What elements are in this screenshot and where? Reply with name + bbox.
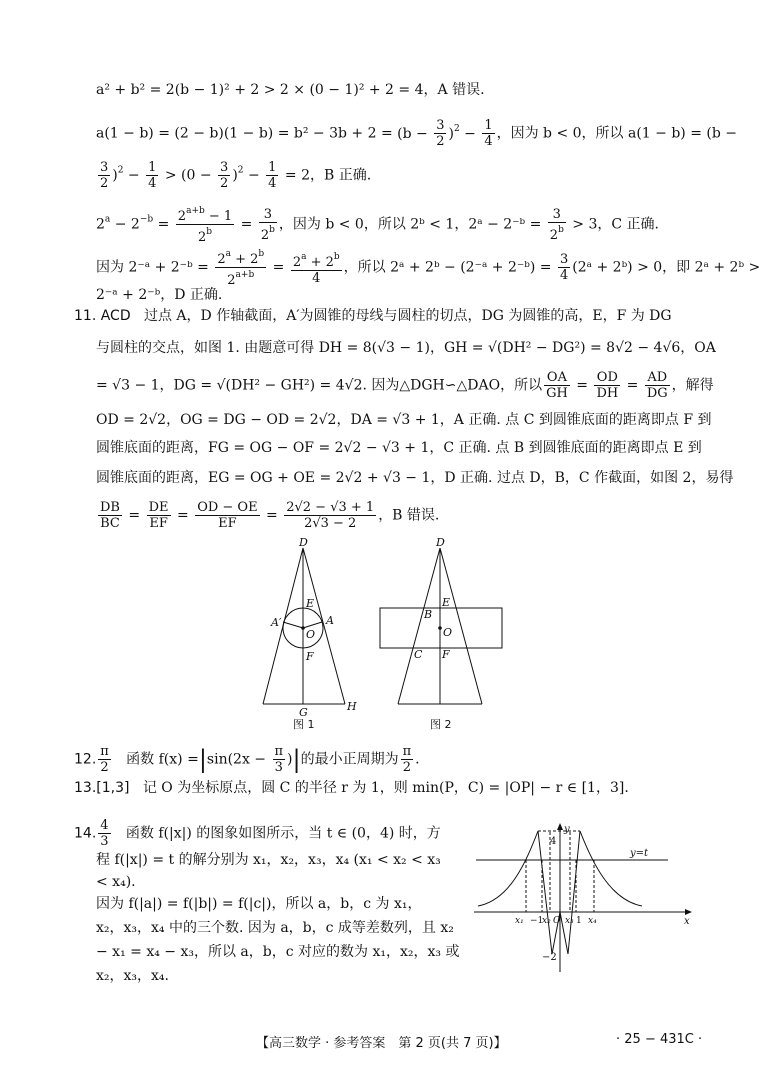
q11-line2: 与圆柱的交点，如图 1. 由题意可得 DH = 8(√3 − 1)，GH = √(DH² − DG²) = 8√2 − 4√6，OA <box>96 340 716 356</box>
footer-right: · 25 − 431C · <box>616 1032 703 1047</box>
q10-line4b: ，因为 b < 0，所以 2ᵇ < 1，2ᵃ − 2⁻ᵇ = <box>278 216 546 233</box>
q10-line4: $2^a - 2^{-b}$ = $\frac{2^{a+b} - 1}{2^b}$ = $\frac{3}{2^b}$ ，因为 b < 0，所以 2ᵇ < 1，2ᵃ − 2⁻ᵇ = $\frac{3}{2^b}$ > 3，C 正确. <box>96 206 659 245</box>
graph-label-minus1: −1 <box>530 916 544 926</box>
q14-number: 14. <box>74 825 97 842</box>
fig2-label-O: O <box>443 626 453 639</box>
fig1-caption: 图 1 <box>293 718 315 731</box>
fig2-label-F: F <box>442 648 450 661</box>
graph-label-O: O <box>553 916 561 926</box>
fig1-label-F: F <box>306 650 314 663</box>
q14-line7: x₂，x₃，x₄. <box>96 968 169 984</box>
fig1-label-G: G <box>299 706 308 719</box>
q10-line5: 因为 2⁻ᵃ + 2⁻ᵇ = $\frac{2^a + 2^b}{2^{a+b}}$ = $\frac{2^a + 2^b}{4}$ ，所以 2ᵃ + 2ᵇ − (2⁻ᵃ + 2⁻ᵇ) = $\frac{3}{4}$ (2ᵃ + 2ᵇ) > 0，即 2ᵃ + 2ᵇ > <box>96 249 761 288</box>
q10-line3: $\frac{3}{2}$ )$^2$ − $\frac{1}{4}$ > (0 − $\frac{3}{2}$ )$^2$ − $\frac{1}{4}$ = 2，B 正确. <box>100 160 372 191</box>
fig2-caption: 图 2 <box>430 718 452 731</box>
graph-label-x1: x₁ <box>515 916 524 926</box>
q13-text: 记 O 为坐标原点，圆 C 的半径 r 为 1，则 min(P，C) = |OP| − r ∈ [1，3]. <box>142 780 629 796</box>
q12-text-c: 的最小正周期为 <box>300 751 399 768</box>
graph-label-x: x <box>684 916 690 927</box>
q11-line6: 圆锥底面的距离，EG = OG + OE = 2√2 + √3 − 1，D 正确. 过点 D，B，C 作截面，如图 2，易得 <box>96 470 734 486</box>
q11-text1: 过点 A，D 作轴截面，A′为圆锥的母线与圆柱的切点，DG 为圆锥的高，E，F 为 DG <box>143 308 672 324</box>
fig1-label-A1: A′ <box>271 616 282 629</box>
q11-text3a: = √3 − 1，DG = √(DH² − GH²) = 4√2. 因为△DGH∽△DAO，所以 <box>96 377 543 394</box>
fig1-label-E: E <box>306 597 315 610</box>
q10-line4c: > 3，C 正确. <box>567 216 659 233</box>
q11-text7: ，B 错误. <box>378 507 440 524</box>
q10-line2b: ，因为 b < 0，所以 a(1 − b) = <box>496 125 707 142</box>
q11-line1 <box>74 306 672 326</box>
fig2-label-B: B <box>424 608 433 621</box>
graph-label-4: 4 <box>550 836 557 847</box>
q11-answer: ACD <box>100 308 131 324</box>
q10-line2: a(1 − b) = (2 − b)(1 − b) = b² − 3b + 2 = (b − $\frac{3}{2}$ )$^2$ − $\frac{1}{4}$ ，因为 b < 0，所以 a(1 − b) = (b − <box>96 118 738 149</box>
graph-label-1: 1 <box>576 916 582 926</box>
q13-answer: [1,3] <box>96 780 130 796</box>
q14-line2: 程 f(|x|) = t 的解分别为 x₁，x₂，x₃，x₄ (x₁ < x₂ < x₃ <box>96 852 441 868</box>
q11-line4: OD = 2√2，OG = DG − OD = 2√2，DA = √3 + 1，A 正确. 点 C 到圆锥底面的距离即点 F 到 <box>96 412 712 428</box>
fig2-label-E: E <box>442 596 451 609</box>
fig1-label-A: A <box>326 614 334 627</box>
graph-label-x4: x₄ <box>588 916 597 926</box>
q11-number: 11. <box>74 308 97 324</box>
figure-1-cone-sphere <box>255 536 375 732</box>
q13-number: 13. <box>74 780 97 796</box>
q14-text1: 函数 f(|x|) 的图象如图所示，当 t ∈ (0，4) 时，方 <box>125 825 441 842</box>
q11-text3b: ，解得 <box>671 377 714 394</box>
graph-label-neg2: −2 <box>542 952 557 963</box>
graph-label-yt: y=t <box>630 848 649 859</box>
graph-label-x3: x₃ <box>565 916 574 926</box>
q14-line5: x₂，x₃，x₄ 中的三个数. 因为 a，b，c 成等差数列，且 x₂ <box>96 920 454 936</box>
q10-paren-expr: (b − $\frac{3}{2}$ )$^2$ − $\frac{1}{4}$ <box>397 118 493 149</box>
figure-2-cone-cylinder <box>376 536 508 732</box>
q12-number: 12. <box>74 751 97 768</box>
q14-line6: − x₁ = x₄ − x₃，所以 a，b，c 对应的数为 x₁，x₂，x₃ 或 <box>96 944 460 960</box>
q14-line3: < x₄). <box>96 874 136 890</box>
footer-left: 【高三数学 · 参考答案 第 2 页(共 7 页)】 <box>256 1036 507 1051</box>
fig1-label-O: O <box>306 628 316 641</box>
q12-line: 12. $\frac{\pi}{2}$ 函数 f(x) =|sin(2x − $\frac{\pi}{3}$ )|的最小正周期为 $\frac{\pi}{2}$ . <box>74 744 420 775</box>
q11-line5: 圆锥底面的距离，FG = OG − OF = 2√2 − √3 + 1，C 正确. 点 B 到圆锥底面的距离即点 E 到 <box>96 440 702 456</box>
q10-line1: a² + b² = 2(b − 1)² + 2 > 2 × (0 − 1)² + 2 = 4，A 错误. <box>96 82 485 98</box>
q11-line3: = √3 − 1，DG = √(DH² − GH²) = 4√2. 因为△DGH∽△DAO，所以 $\frac{OA}{GH}$ = $\frac{OD}{DH}$ = $\frac{AD}{DG}$ ，解得 <box>96 370 714 401</box>
graph-label-y: y <box>564 824 570 835</box>
q10-line5c: (2ᵃ + 2ᵇ) > 0，即 2ᵃ + 2ᵇ > <box>572 259 761 276</box>
q10-line5a: 因为 2⁻ᵃ + 2⁻ᵇ = <box>96 259 214 276</box>
fig2-label-C: C <box>414 648 423 661</box>
q10-line6: 2⁻ᵃ + 2⁻ᵇ，D 正确. <box>96 287 223 303</box>
q13-line <box>74 778 629 798</box>
graph-label-x2: x₂ <box>542 916 551 926</box>
fig1-label-D: D <box>299 536 308 549</box>
q10-line3-text: ，B 正确. <box>310 167 372 184</box>
q14-graph <box>470 822 696 980</box>
q12-text-a: 函数 f(x) = <box>126 751 199 768</box>
q14-line1: 14. $\frac{4}{3}$ 函数 f(|x|) 的图象如图所示，当 t ∈ (0，4) 时，方 <box>74 818 441 849</box>
q14-line4: 因为 f(|a|) = f(|b|) = f(|c|)，所以 a，b，c 为 x₁， <box>96 896 422 912</box>
fig1-label-H: H <box>347 700 357 713</box>
q11-line7: $\frac{DB}{BC}$ = $\frac{DE}{EF}$ = $\frac{OD - OE}{EF}$ = $\frac{2√2 - √3 + 1}{2√3 - 2}$ ，B 错误. <box>100 500 440 531</box>
fig2-label-D: D <box>436 536 445 549</box>
q10-line2a: a(1 − b) = (2 − b)(1 − b) = b² − 3b + 2 = <box>96 125 398 142</box>
q10-line5b: ，所以 2ᵃ + 2ᵇ − (2⁻ᵃ + 2⁻ᵇ) = <box>343 259 556 276</box>
